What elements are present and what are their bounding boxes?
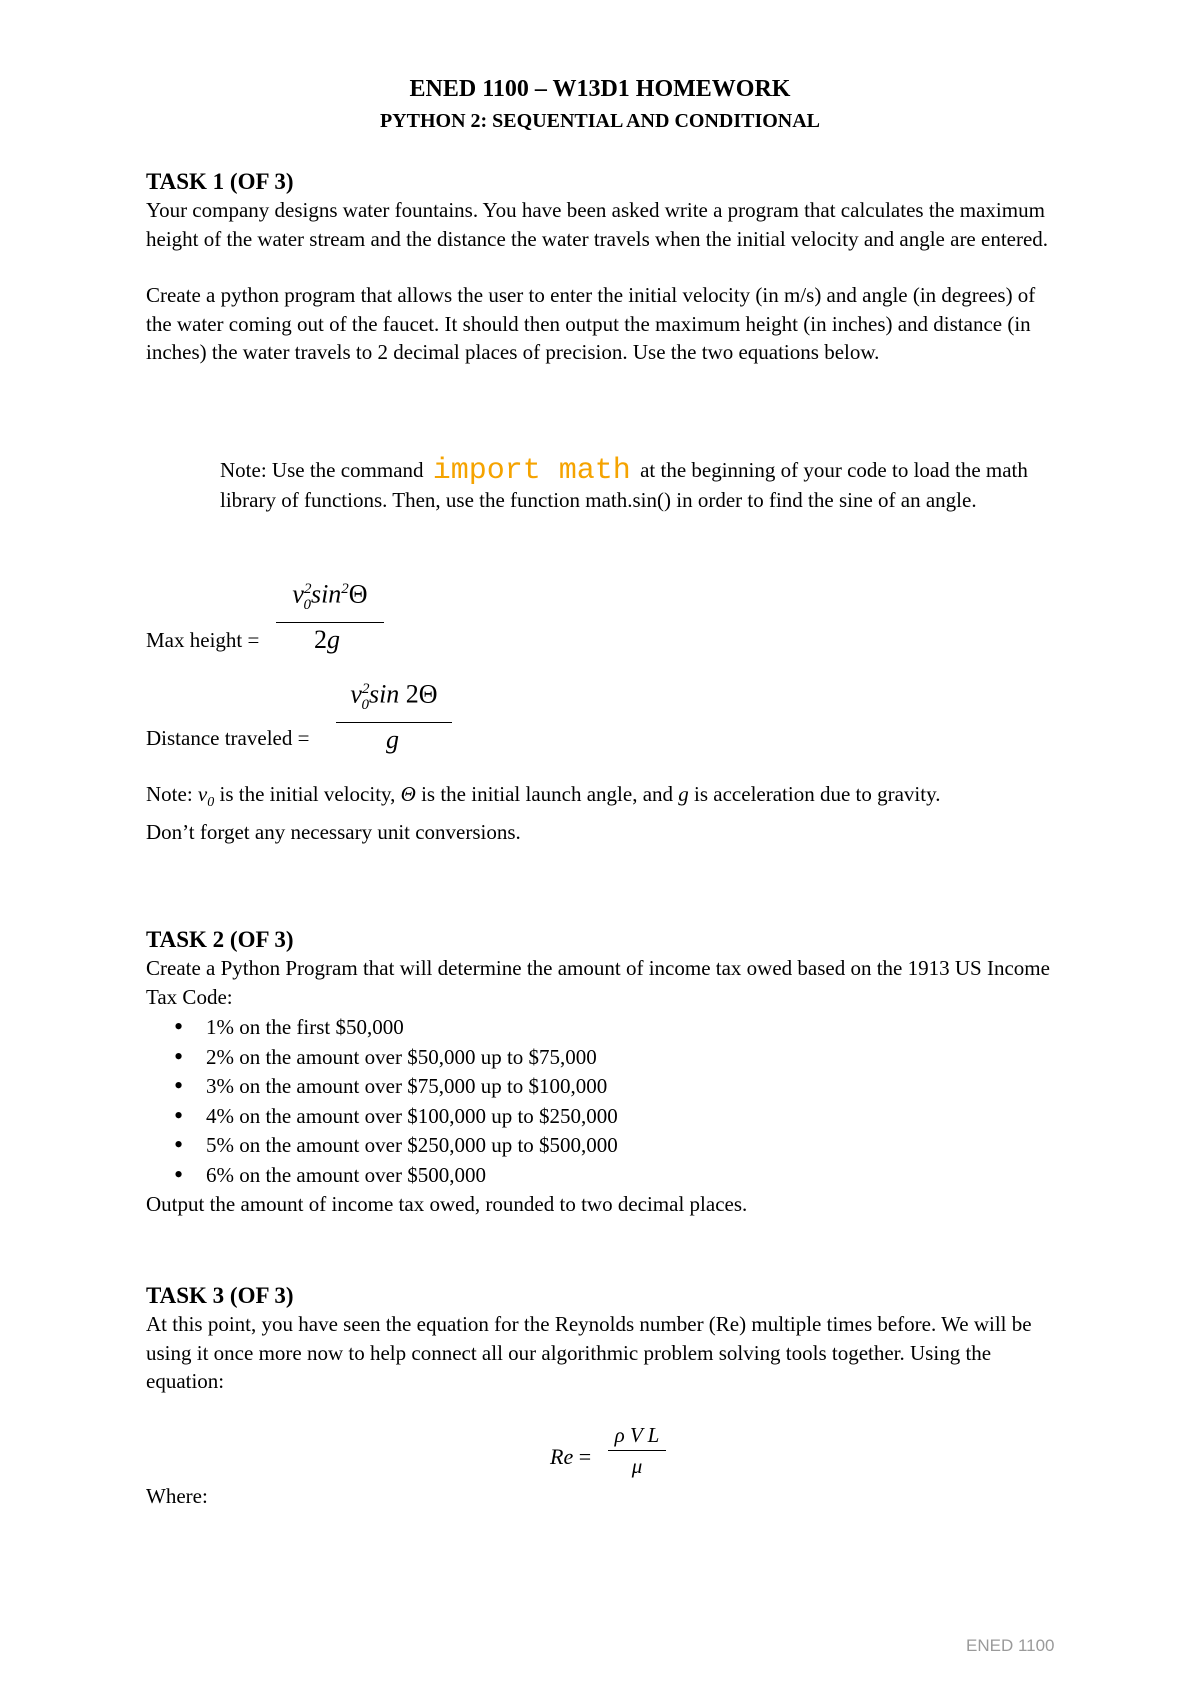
title-block (0, 74, 1200, 136)
reynolds-denominator: μ (631, 1454, 643, 1478)
distance-label: Distance traveled = (146, 726, 310, 750)
task2-section (146, 926, 1066, 1219)
where-label: Where: (146, 1484, 208, 1508)
list-item: • 6% on the amount over $500,000 (186, 1161, 1066, 1191)
distance-numerator: $v^2_0\sin$ 2Θ (350, 679, 438, 713)
task1-heading: TASK 1 (OF 3) (146, 169, 294, 194)
page-footer: ENED 1100 (966, 1636, 1055, 1655)
v0-symbol: $v_0$ (197, 782, 215, 811)
task2-output-note: Output the amount of income tax owed, rounded to two decimal places. (146, 1192, 748, 1216)
import-math-code: import math (432, 454, 631, 488)
list-item: • 3% on the amount over $75,000 up to $100,000 (186, 1072, 1066, 1102)
task1-intro: Your company designs water fountains. You have been asked write a program that calculates the maximum height of the water stream and the distance the water travels when the initial velocity and angle are entered. (146, 198, 1049, 251)
reynolds-formula (608, 1420, 666, 1481)
max-height-denominator: 2g (314, 624, 340, 654)
units-reminder: Don’t forget any necessary unit conversions. (146, 819, 521, 844)
variables-note (146, 780, 1066, 818)
max-height-numerator: $v^2_0\sin^2\Theta$ (292, 579, 368, 613)
distance-formula (336, 672, 452, 757)
list-item: • 4% on the amount over $100,000 up to $250,000 (186, 1102, 1066, 1132)
note-prefix: Note: Use the command (220, 458, 424, 482)
note-suffix: at the beginning of your code to load the math library of functions. Then, use the function math.sin() in order to find the sine of an angle. (220, 458, 1028, 512)
reynolds-numerator: ρ V L (614, 1423, 660, 1447)
list-item: • 2% on the amount over $50,000 up to $75,000 (186, 1043, 1066, 1073)
list-item: • 1% on the first $50,000 (186, 1013, 1066, 1043)
tax-bracket-list (146, 1013, 1066, 1190)
task3-heading: TASK 3 (OF 3) (146, 1283, 294, 1308)
task3-section (146, 1282, 1066, 1396)
max-height-label: Max height = (146, 628, 260, 652)
document-subtitle: PYTHON 2: SEQUENTIAL AND CONDITIONAL (379, 110, 821, 132)
v0-description: is the initial velocity, (219, 782, 396, 806)
task3-where (146, 1482, 1066, 1511)
theta-description: is the initial launch angle, and (421, 782, 674, 806)
list-item: • 5% on the amount over $250,000 up to $500,000 (186, 1131, 1066, 1161)
g-symbol: g (678, 782, 689, 806)
task1-variables (146, 780, 1066, 846)
theta-symbol: Θ (400, 782, 416, 806)
g-description: is acceleration due to gravity. (694, 782, 941, 806)
variables-note-prefix: Note: (146, 782, 193, 806)
task1-instructions: Create a python program that allows the user to enter the initial velocity (in m/s) and angle (in degrees) of the water coming out of the faucet. It should then output the maximum height (in inches) and distance (in inches) the water travels to 2 decimal places of precision. Use the two equations below. (146, 283, 1036, 364)
task2-intro: Create a Python Program that will determine the amount of income tax owed based on the 1913 US Income Tax Code: (146, 956, 1050, 1009)
import-math-note (220, 456, 1080, 515)
task1-section (146, 168, 1066, 367)
reynolds-lhs: Re = (550, 1444, 592, 1469)
task3-intro: At this point, you have seen the equation for the Reynolds number (Re) multiple times before. We will be using it once more now to help connect all our algorithmic problem solving tools together. Using the equation: (146, 1312, 1032, 1393)
task2-heading: TASK 2 (OF 3) (146, 927, 294, 952)
distance-denominator: g (386, 724, 399, 754)
max-height-formula (276, 572, 384, 657)
document-title: ENED 1100 – W13D1 HOMEWORK (409, 76, 791, 102)
